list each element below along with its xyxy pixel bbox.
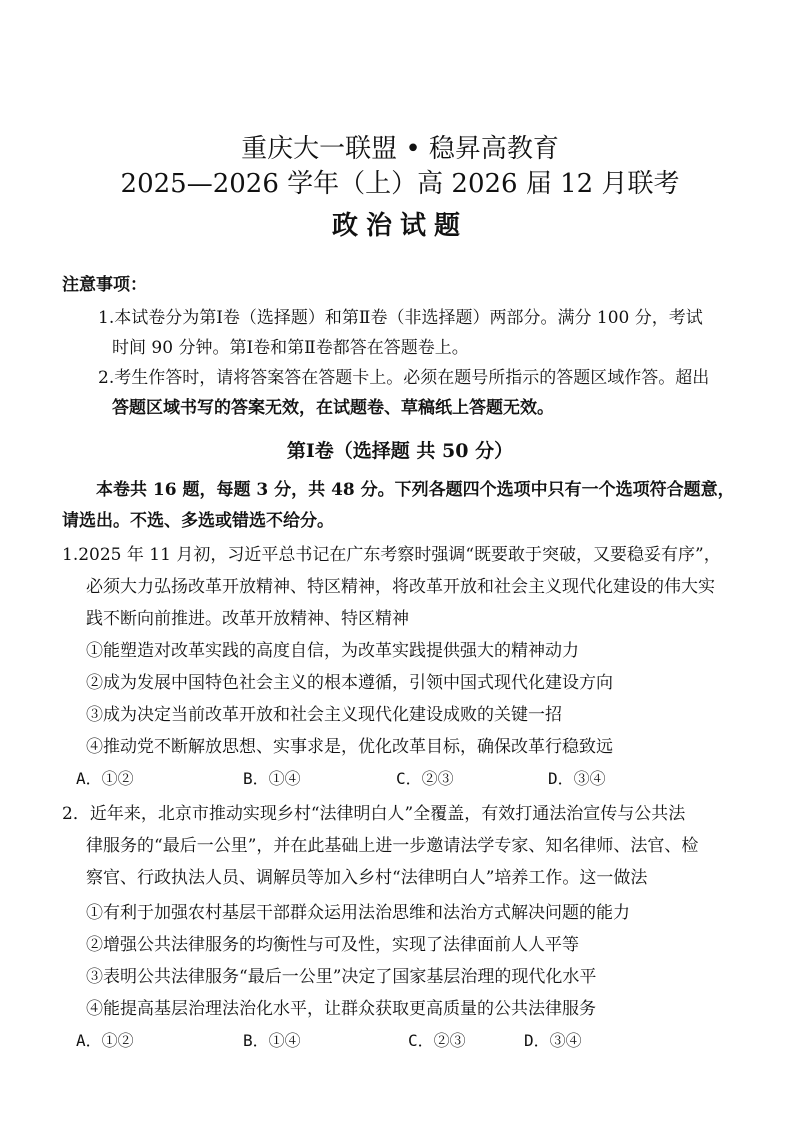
- question-1-item-2: ②成为发展中国特色社会主义的根本遵循，引领中国式现代化建设方向: [86, 673, 613, 693]
- question-2-item-2: ②增强公共法律服务的均衡性与可及性，实现了法律面前人人平等: [86, 935, 579, 955]
- notice-item-2-line-2: 答题区域书写的答案无效，在试题卷、草稿纸上答题无效。: [112, 398, 554, 418]
- question-2-item-1: ①有利于加强农村基层干部群众运用法治思维和法治方式解决问题的能力: [86, 903, 630, 923]
- question-1-option-d: D．③④: [548, 769, 606, 788]
- question-2-option-b: B．①④: [243, 1031, 301, 1050]
- question-2-stem-line-1: 2．近年来，北京市推动实现乡村“法律明白人”全覆盖，有效打通法治宣传与公共法: [62, 804, 686, 824]
- notice-item-1-line-1: 1.本试卷分为第Ⅰ卷（选择题）和第Ⅱ卷（非选择题）两部分。满分 100 分，考试: [98, 308, 703, 328]
- notice-item-1-line-2: 时间 90 分钟。第Ⅰ卷和第Ⅱ卷都答在答题卷上。: [112, 338, 469, 358]
- question-2-option-a: A．①②: [76, 1031, 134, 1050]
- section-intro-line-1: 本卷共 16 题，每题 3 分，共 48 分。下列各题四个选项中只有一个选项符合题意，: [96, 480, 735, 500]
- question-2-item-3: ③表明公共法律服务“最后一公里”决定了国家基层治理的现代化水平: [86, 967, 597, 987]
- question-1-option-a: A．①②: [76, 769, 134, 788]
- section-title: 第Ⅰ卷（选择题 共 50 分）: [286, 440, 514, 462]
- question-1-stem-line-2: 必须大力弘扬改革开放精神、特区精神，将改革开放和社会主义现代化建设的伟大实: [86, 577, 715, 597]
- exam-alliance-title: 重庆大一联盟 • 稳昇高教育: [241, 134, 559, 164]
- question-2-stem-line-3: 察官、行政执法人员、调解员等加入乡村“法律明白人”培养工作。这一做法: [86, 868, 648, 888]
- question-1-stem-line-3: 践不断向前推进。改革开放精神、特区精神: [86, 609, 409, 629]
- question-1-option-b: B．①④: [243, 769, 301, 788]
- question-1-item-4: ④推动党不断解放思想、实事求是，优化改革目标，确保改革行稳致远: [86, 737, 613, 757]
- question-2-stem-line-2: 律服务的“最后一公里”，并在此基础上进一步邀请法学专家、知名律师、法官、检: [86, 836, 699, 856]
- subject-title: 政治试题: [331, 211, 468, 241]
- question-2-item-4: ④能提高基层治理法治化水平，让群众获取更高质量的公共法律服务: [86, 999, 596, 1019]
- notice-item-2-line-1: 2.考生作答时，请将答案答在答题卡上。必须在题号所指示的答题区域作答。超出: [98, 368, 710, 388]
- question-1-stem-line-1: 1.2025 年 11 月初，习近平总书记在广东考察时强调“既要敢于突破，又要稳妥有序”，: [62, 545, 721, 565]
- section-intro-line-2: 请选出。不选、多选或错选不给分。: [62, 511, 334, 531]
- question-1-item-3: ③成为决定当前改革开放和社会主义现代化建设成败的关键一招: [86, 705, 562, 725]
- notice-heading: 注意事项：: [62, 275, 147, 295]
- exam-session-title: 2025—2026 学年（上）高 2026 届 12 月联考: [120, 169, 680, 199]
- question-2-option-d: D．③④: [524, 1031, 582, 1050]
- question-2-option-c: C．②③: [408, 1031, 466, 1050]
- question-1-item-1: ①能塑造对改革实践的高度自信，为改革实践提供强大的精神动力: [86, 641, 579, 661]
- question-1-option-c: C．②③: [396, 769, 454, 788]
